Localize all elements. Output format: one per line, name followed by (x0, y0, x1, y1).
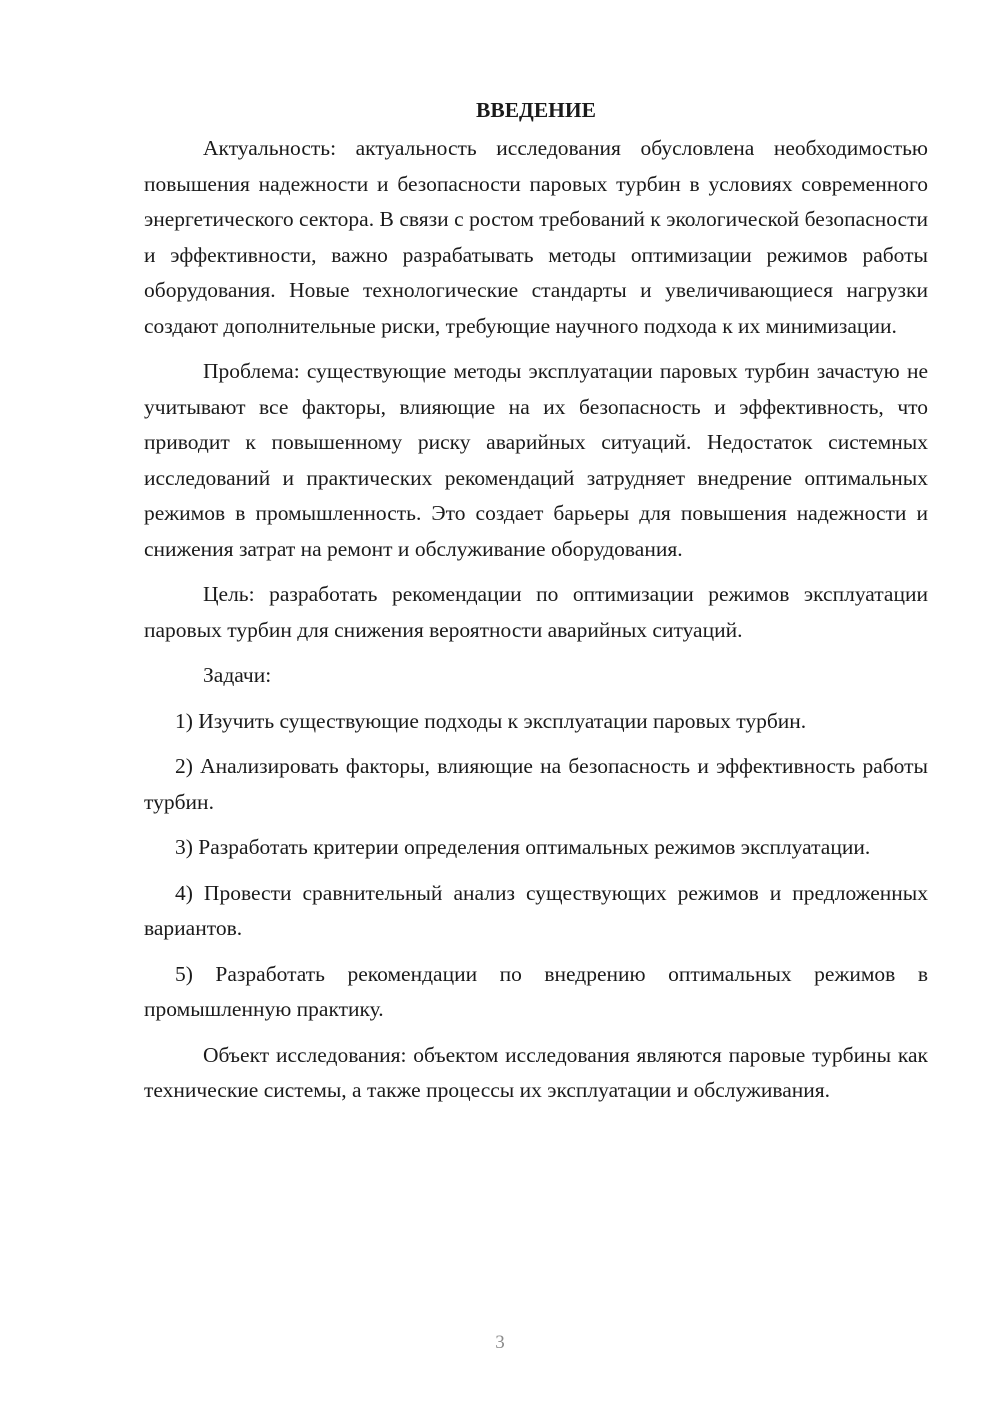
task-item-4: 4) Провести сравнительный анализ существующих режимов и предложенных вариантов. (144, 880, 928, 940)
tasks-heading: Задачи: (203, 663, 272, 687)
section-heading: ВВЕДЕНИЕ (476, 98, 596, 122)
paragraph-relevance: Актуальность: актуальность исследования обусловлена необходимостью повышения надежности и безопасности паровых турбин в условиях современного энергетического сектора. В связи с ростом требований к экологической безопасности и эффективности, важно разрабатывать методы оптимизации режимов работы оборудования. Новые технологические стандарты и увеличивающиеся нагрузки создают дополнительные риски, требующие научного подхода к их минимизации. (144, 136, 928, 338)
paragraph-problem: Проблема: существующие методы эксплуатации паровых турбин зачастую не учитывают все факторы, влияющие на их безопасность и эффективность, что приводит к повышенному риску аварийных ситуаций. Недостаток системных исследований и практических рекомендаций затрудняет внедрение оптимальных режимов в промышленность. Это создает барьеры для повышения надежности и снижения затрат на ремонт и обслуживание оборудования. (144, 359, 928, 561)
paragraph-object: Объект исследования: объектом исследования являются паровые турбины как технические системы, а также процессы их эксплуатации и обслуживания. (144, 1042, 928, 1102)
paragraph-goal: Цель: разработать рекомендации по оптимизации режимов эксплуатации паровых турбин для снижения вероятности аварийных ситуаций. (144, 582, 928, 642)
page-number: 3 (495, 1332, 505, 1353)
task-item-1: 1) Изучить существующие подходы к эксплуатации паровых турбин. (175, 708, 807, 733)
task-item-3: 3) Разработать критерии определения оптимальных режимов эксплуатации. (175, 835, 871, 859)
task-item-5: 5) Разработать рекомендации по внедрению оптимальных режимов в промышленную практику. (144, 961, 928, 1021)
document-page (144, 92, 928, 1119)
task-item-2: 2) Анализировать факторы, влияющие на безопасность и эффективность работы турбин. (144, 754, 928, 814)
